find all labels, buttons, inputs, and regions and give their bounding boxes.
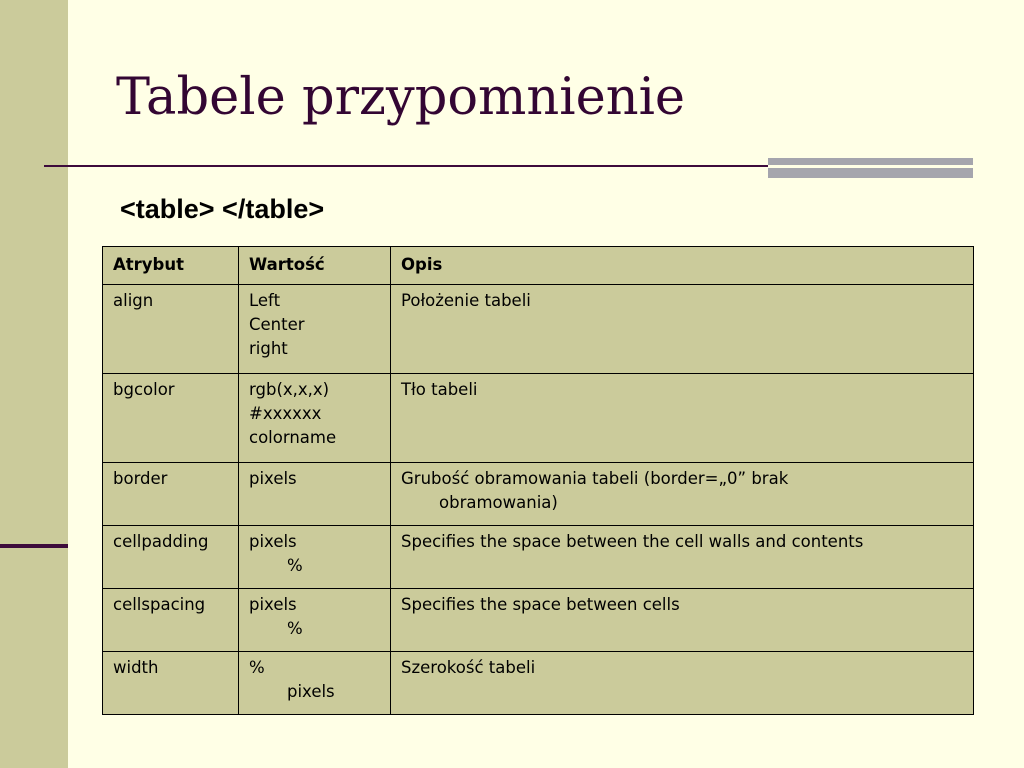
value-item: right	[249, 339, 288, 358]
attribute-name: cellpadding	[113, 532, 209, 551]
header-attribute: Atrybut	[103, 247, 239, 285]
description-cell	[391, 526, 974, 589]
attribute-cell	[103, 285, 239, 374]
slide-subtitle: <table> </table>	[120, 194, 325, 224]
value-cell	[239, 463, 391, 526]
value-item: pixels	[287, 682, 335, 701]
value-cell	[239, 526, 391, 589]
attribute-cell	[103, 463, 239, 526]
attribute-name: width	[113, 658, 159, 677]
table-row	[103, 652, 974, 715]
table-row	[103, 374, 974, 463]
value-item: Center	[249, 315, 305, 334]
table-header-row	[103, 247, 974, 285]
value-item: %	[287, 619, 303, 638]
description-text: Specifies the space between cells	[401, 595, 680, 614]
value-cell	[239, 589, 391, 652]
value-cell	[239, 285, 391, 374]
description-cell	[391, 374, 974, 463]
description-cell	[391, 463, 974, 526]
description-text: Położenie tabeli	[401, 291, 531, 310]
side-band	[0, 0, 68, 768]
title-rule-accent-gap	[768, 165, 973, 168]
header-description: Opis	[391, 247, 974, 285]
value-cell	[239, 652, 391, 715]
value-item: %	[249, 658, 265, 677]
value-item: Left	[249, 291, 281, 310]
attribute-cell	[103, 526, 239, 589]
table-row	[103, 463, 974, 526]
side-band-accent-line	[0, 544, 68, 548]
description-text: Specifies the space between the cell walls and contents	[401, 532, 864, 551]
title-rule-accent	[768, 158, 973, 178]
table-row	[103, 589, 974, 652]
value-item: %	[287, 556, 303, 575]
value-item: #xxxxxx	[249, 404, 322, 423]
attribute-name: cellspacing	[113, 595, 206, 614]
description-text: Grubość obramowania tabeli (border=„0” brak	[401, 469, 789, 488]
attribute-table	[102, 246, 974, 715]
table-row	[103, 526, 974, 589]
attribute-name: border	[113, 469, 168, 488]
value-item: colorname	[249, 428, 337, 447]
description-text: Tło tabeli	[401, 380, 478, 399]
attribute-cell	[103, 652, 239, 715]
description-cell	[391, 652, 974, 715]
description-text: obramowania)	[439, 493, 558, 512]
attribute-cell	[103, 374, 239, 463]
value-cell	[239, 374, 391, 463]
attribute-cell	[103, 589, 239, 652]
table-row	[103, 285, 974, 374]
value-item: pixels	[249, 469, 297, 488]
header-value: Wartość	[239, 247, 391, 285]
value-item: pixels	[249, 532, 297, 551]
attribute-name: bgcolor	[113, 380, 175, 399]
value-item: rgb(x,x,x)	[249, 380, 330, 399]
slide-title: Tabele przypomnienie	[116, 68, 686, 127]
description-text: Szerokość tabeli	[401, 658, 536, 677]
attribute-name: align	[113, 291, 154, 310]
description-cell	[391, 285, 974, 374]
description-cell	[391, 589, 974, 652]
title-rule	[44, 165, 768, 167]
value-item: pixels	[249, 595, 297, 614]
